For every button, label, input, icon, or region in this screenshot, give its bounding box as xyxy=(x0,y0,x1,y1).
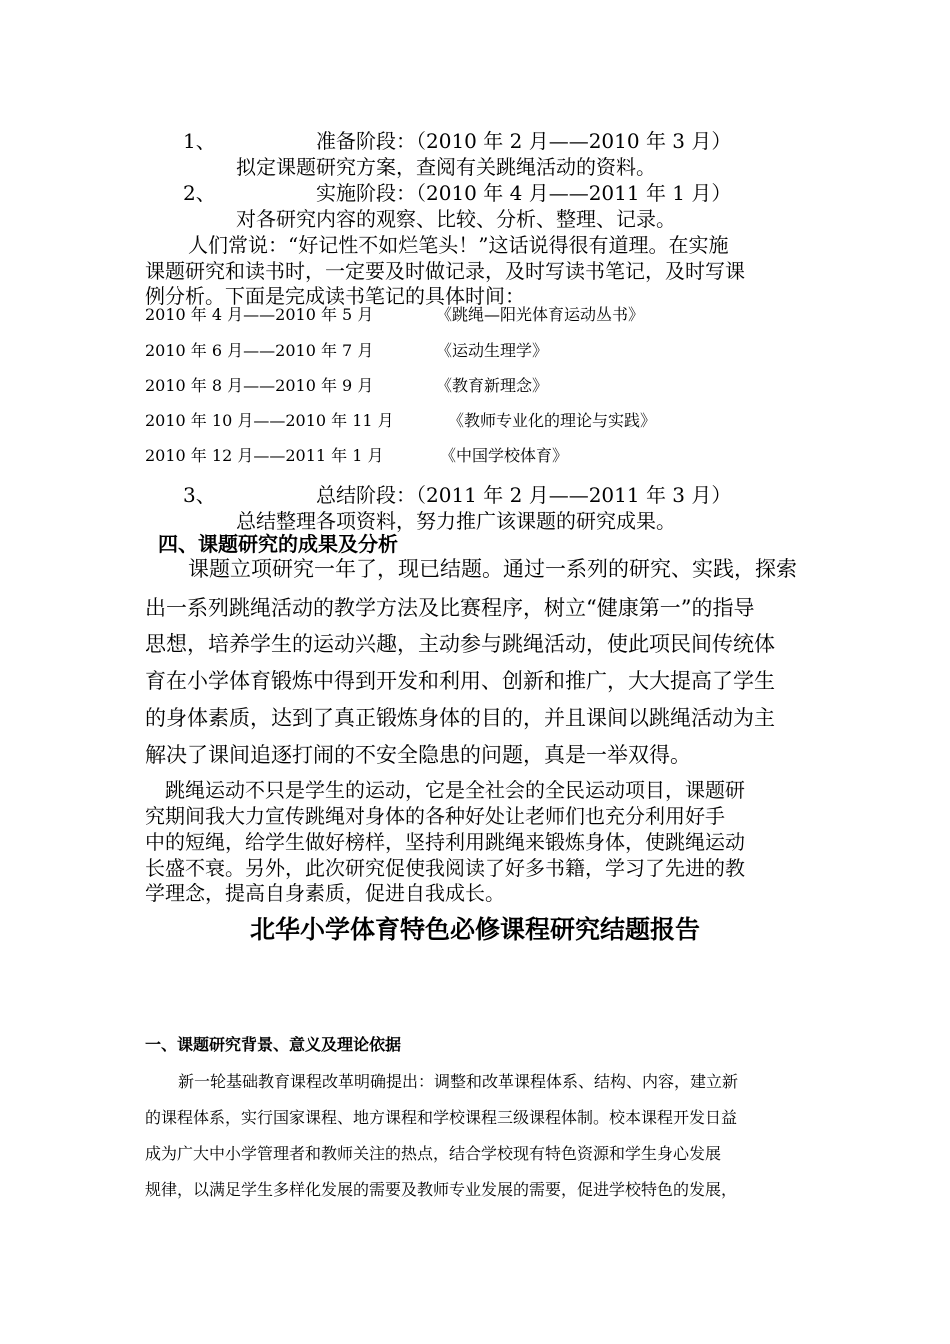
phase1-description: 拟定课题研究方案，查阅有关跳绳活动的资料。 xyxy=(236,155,656,179)
schedule-period: 2010 年 6 月——2010 年 7 月 xyxy=(145,341,374,360)
schedule-book: 《跳绳—阳光体育运动丛书》 xyxy=(436,305,645,324)
report-title: 北华小学体育特色必修课程研究结题报告 xyxy=(249,915,700,944)
section4-para2-line: 中的短绳，给学生做好榜样，坚持利用跳绳来锻炼身体，使跳绳运动 xyxy=(145,830,745,854)
schedule-book: 《中国学校体育》 xyxy=(440,446,569,465)
phase1-number: 1、 xyxy=(183,129,216,153)
schedule-period: 2010 年 12 月——2011 年 1 月 xyxy=(145,446,384,465)
phase2-description: 对各研究内容的观察、比较、分析、整理、记录。 xyxy=(236,207,676,231)
section1-para-line: 规律，以满足学生多样化发展的需要及教师专业发展的需要，促进学校特色的发展， xyxy=(145,1180,738,1199)
section4-heading: 四、课题研究的成果及分析 xyxy=(158,532,398,556)
schedule-period: 2010 年 4 月——2010 年 5 月 xyxy=(145,305,374,324)
schedule-period: 2010 年 10 月——2010 年 11 月 xyxy=(145,411,394,430)
phase1-label: 准备阶段：（2010 年 2 月——2010 年 3 月） xyxy=(316,129,732,153)
section4-para1-line: 思想，培养学生的运动兴趣，主动参与跳绳活动，使此项民间传统体 xyxy=(145,632,775,656)
section4-para2-line: 跳绳运动不只是学生的运动，它是全社会的全民运动项目，课题研 xyxy=(165,778,745,802)
notes-paragraph-line: 课题研究和读书时，一定要及时做记录，及时写读书笔记，及时写课 xyxy=(145,259,745,283)
phase3-number: 3、 xyxy=(183,483,216,507)
notes-paragraph-line: 例分析。下面是完成读书笔记的具体时间： xyxy=(145,284,525,308)
section1-para-line: 的课程体系，实行国家课程、地方课程和学校课程三级课程体制。校本课程开发日益 xyxy=(145,1108,738,1127)
phase2-label: 实施阶段：（2010 年 4 月——2011 年 1 月） xyxy=(316,181,732,205)
schedule-period: 2010 年 8 月——2010 年 9 月 xyxy=(145,376,374,395)
section4-para1-line: 出一系列跳绳活动的教学方法及比赛程序，树立“健康第一”的指导 xyxy=(145,596,755,620)
section4-para2-line: 学理念，提高自身素质，促进自我成长。 xyxy=(145,881,505,905)
schedule-book: 《教师专业化的理论与实践》 xyxy=(448,411,657,430)
section4-para1-line: 课题立项研究一年了，现已结题。通过一系列的研究、实践，探索 xyxy=(188,557,797,581)
phase3-description: 总结整理各项资料，努力推广该课题的研究成果。 xyxy=(236,509,676,533)
section4-para1-line: 育在小学体育锻炼中得到开发和利用、创新和推广，大大提高了学生 xyxy=(145,669,775,693)
section1-para-line: 成为广大中小学管理者和教师关注的热点，结合学校现有特色资源和学生身心发展 xyxy=(145,1144,722,1163)
section1-heading: 一、课题研究背景、意义及理论依据 xyxy=(145,1035,402,1054)
section1-para-line: 新一轮基础教育课程改革明确提出：调整和改革课程体系、结构、内容，建立新 xyxy=(178,1072,739,1091)
section4-para1-line: 的身体素质，达到了真正锻炼身体的目的，并且课间以跳绳活动为主 xyxy=(145,706,775,730)
schedule-book: 《教育新理念》 xyxy=(436,376,549,395)
section4-para2-line: 长盛不衰。另外，此次研究促使我阅读了好多书籍，学习了先进的教 xyxy=(145,856,745,880)
schedule-book: 《运动生理学》 xyxy=(436,341,549,360)
notes-paragraph-line: 人们常说：“好记性不如烂笔头！”这话说得很有道理。在实施 xyxy=(188,233,729,257)
phase3-label: 总结阶段：（2011 年 2 月——2011 年 3 月） xyxy=(316,483,732,507)
section4-para2-line: 究期间我大力宣传跳绳对身体的各种好处让老师们也充分利用好手 xyxy=(145,804,725,828)
section4-para1-line: 解决了课间追逐打闹的不安全隐患的问题，真是一举双得。 xyxy=(145,743,691,767)
phase2-number: 2、 xyxy=(183,181,216,205)
